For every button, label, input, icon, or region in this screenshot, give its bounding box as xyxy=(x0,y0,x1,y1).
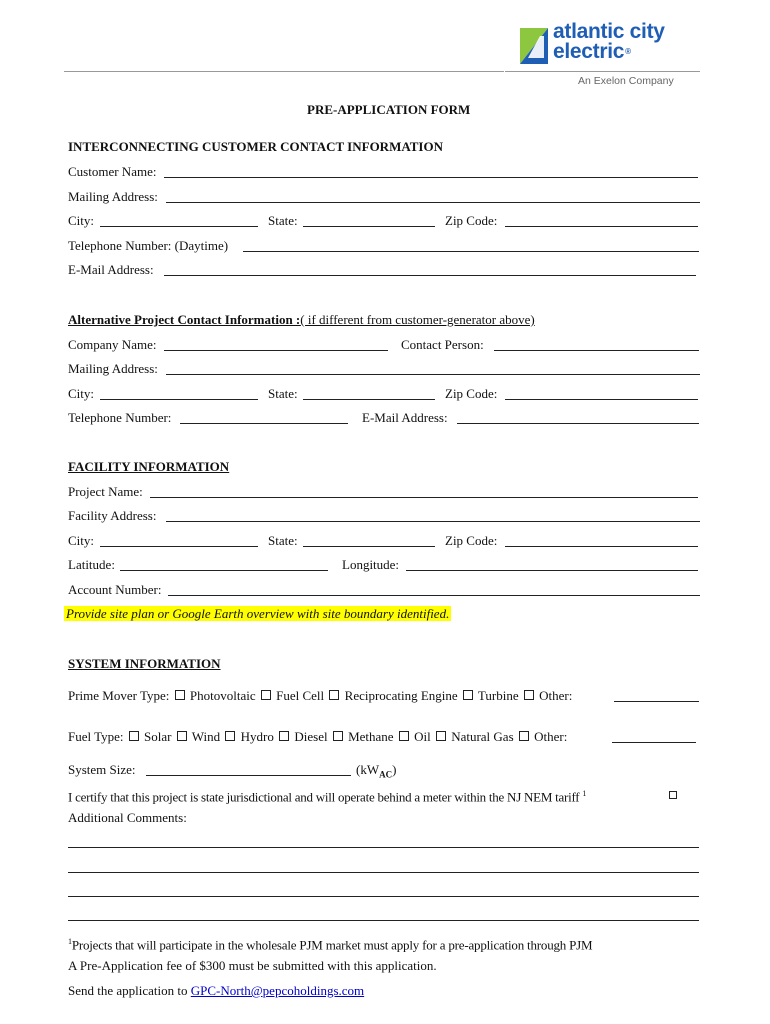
email-field[interactable] xyxy=(164,275,696,276)
prime-mover-other-field[interactable] xyxy=(614,701,699,702)
facility-zip-field[interactable] xyxy=(505,546,698,547)
submission-email-link[interactable]: GPC-North@pepcoholdings.com xyxy=(190,983,365,998)
additional-comments-label: Additional Comments: xyxy=(68,810,187,825)
certify-statement: I certify that this project is state jurisdictional and will operate behind a meter within the NJ NEM tariff $^1$ xyxy=(68,789,587,805)
fuel-other-checkbox[interactable] xyxy=(519,731,529,741)
account-number-field[interactable] xyxy=(168,595,700,596)
comments-line[interactable] xyxy=(68,920,699,921)
fee-notice: A Pre-Application fee of $300 must be submitted with this application. xyxy=(68,958,437,973)
photovoltaic-checkbox[interactable] xyxy=(175,690,185,700)
facility-address-label: Facility Address: xyxy=(68,508,157,523)
state-field[interactable] xyxy=(303,226,435,227)
mailing-address-field[interactable] xyxy=(166,202,700,203)
header-divider xyxy=(64,71,504,72)
facility-zip-label: Zip Code: xyxy=(445,533,498,548)
header-divider xyxy=(505,71,700,72)
longitude-field[interactable] xyxy=(406,570,698,571)
telephone-label: Telephone Number: (Daytime) xyxy=(68,238,229,253)
latitude-field[interactable] xyxy=(120,570,328,571)
prime-mover-row xyxy=(68,688,572,704)
hydro-option: Hydro xyxy=(240,729,274,744)
facility-address-field[interactable] xyxy=(166,521,700,522)
facility-state-field[interactable] xyxy=(303,546,435,547)
company-name-field[interactable] xyxy=(164,350,388,351)
photovoltaic-option: Photovoltaic xyxy=(189,688,256,703)
latitude-label: Latitude: xyxy=(68,557,115,572)
alt-state-field[interactable] xyxy=(303,399,435,400)
fuel-type-label: Fuel Type: xyxy=(68,729,124,744)
system-size-unit: $(kW_{AC})$ xyxy=(356,762,397,780)
alt-state-label: State: xyxy=(268,386,298,401)
alt-zip-field[interactable] xyxy=(505,399,698,400)
project-name-label: Project Name: xyxy=(68,484,143,499)
facility-city-field[interactable] xyxy=(100,546,258,547)
reciprocating-engine-checkbox[interactable] xyxy=(329,690,339,700)
section-heading-facility: FACILITY INFORMATION xyxy=(68,459,230,474)
section-heading-alternative-contact xyxy=(68,312,535,328)
diesel-option: Diesel xyxy=(294,729,328,744)
city-label: City: xyxy=(68,213,95,228)
company-name-label: Company Name: xyxy=(68,337,157,352)
fuel-cell-checkbox[interactable] xyxy=(261,690,271,700)
section-heading-system: SYSTEM INFORMATION xyxy=(68,656,221,671)
comments-line[interactable] xyxy=(68,896,699,897)
comments-line[interactable] xyxy=(68,872,699,873)
longitude-label: Longitude: xyxy=(342,557,400,572)
alt-mailing-address-label: Mailing Address: xyxy=(68,361,158,376)
state-label: State: xyxy=(268,213,298,228)
fuel-cell-option: Fuel Cell xyxy=(276,688,325,703)
system-size-field[interactable] xyxy=(146,775,351,776)
system-size-label: System Size: xyxy=(68,762,136,777)
prime-mover-label: Prime Mover Type: xyxy=(68,688,170,703)
fuel-other-field[interactable] xyxy=(612,742,696,743)
alt-contact-heading-note: ( if different from customer-generator above) xyxy=(300,312,535,327)
alt-mailing-address-field[interactable] xyxy=(166,374,700,375)
form-title: PRE-APPLICATION FORM xyxy=(307,102,471,117)
alt-telephone-field[interactable] xyxy=(180,423,348,424)
alt-email-field[interactable] xyxy=(457,423,699,424)
oil-checkbox[interactable] xyxy=(399,731,409,741)
company-logo xyxy=(520,22,680,90)
fuel-type-row xyxy=(68,729,567,745)
solar-checkbox[interactable] xyxy=(129,731,139,741)
methane-checkbox[interactable] xyxy=(333,731,343,741)
reciprocating-engine-option: Reciprocating Engine xyxy=(344,688,458,703)
oil-option: Oil xyxy=(414,729,431,744)
alt-email-label: E-Mail Address: xyxy=(362,410,448,425)
customer-name-label: Customer Name: xyxy=(68,164,157,179)
diesel-checkbox[interactable] xyxy=(279,731,289,741)
comments-line[interactable] xyxy=(68,847,699,848)
account-number-label: Account Number: xyxy=(68,582,162,597)
fuel-other-option: Other: xyxy=(534,729,568,744)
mailing-address-label: Mailing Address: xyxy=(68,189,158,204)
facility-state-label: State: xyxy=(268,533,298,548)
logo-mark-icon xyxy=(520,28,548,64)
turbine-checkbox[interactable] xyxy=(463,690,473,700)
alt-city-field[interactable] xyxy=(100,399,258,400)
alt-zip-label: Zip Code: xyxy=(445,386,498,401)
certify-checkbox[interactable] xyxy=(669,791,677,799)
contact-person-label: Contact Person: xyxy=(401,337,484,352)
send-prefix: Send the application to xyxy=(68,983,191,998)
logo-wordmark: atlantic city electric® xyxy=(553,20,665,63)
customer-name-field[interactable] xyxy=(164,177,698,178)
wind-checkbox[interactable] xyxy=(177,731,187,741)
telephone-field[interactable] xyxy=(243,251,699,252)
hydro-checkbox[interactable] xyxy=(225,731,235,741)
prime-mover-other-option: Other: xyxy=(539,688,573,703)
alt-telephone-label: Telephone Number: xyxy=(68,410,172,425)
prime-mover-other-checkbox[interactable] xyxy=(524,690,534,700)
alt-contact-heading-bold: Alternative Project Contact Information : xyxy=(68,312,301,327)
email-label: E-Mail Address: xyxy=(68,262,154,277)
natural-gas-option: Natural Gas xyxy=(451,729,514,744)
zip-field[interactable] xyxy=(505,226,698,227)
project-name-field[interactable] xyxy=(150,497,698,498)
section-heading-customer-contact: INTERCONNECTING CUSTOMER CONTACT INFORMATION xyxy=(68,139,443,154)
wind-option: Wind xyxy=(191,729,221,744)
contact-person-field[interactable] xyxy=(494,350,699,351)
site-plan-note xyxy=(64,606,451,622)
zip-label: Zip Code: xyxy=(445,213,498,228)
turbine-option: Turbine xyxy=(477,688,519,703)
city-field[interactable] xyxy=(100,226,258,227)
facility-city-label: City: xyxy=(68,533,95,548)
alt-city-label: City: xyxy=(68,386,95,401)
methane-option: Methane xyxy=(348,729,394,744)
solar-option: Solar xyxy=(144,729,172,744)
natural-gas-checkbox[interactable] xyxy=(436,731,446,741)
send-instructions xyxy=(68,983,364,999)
site-plan-note-text: Provide site plan or Google Earth overview with site boundary identified. xyxy=(66,606,450,621)
footnote: $^1$Projects that will participate in the wholesale PJM market must apply for a pre-application through PJM xyxy=(68,937,593,953)
logo-subtitle: An Exelon Company xyxy=(578,75,674,87)
